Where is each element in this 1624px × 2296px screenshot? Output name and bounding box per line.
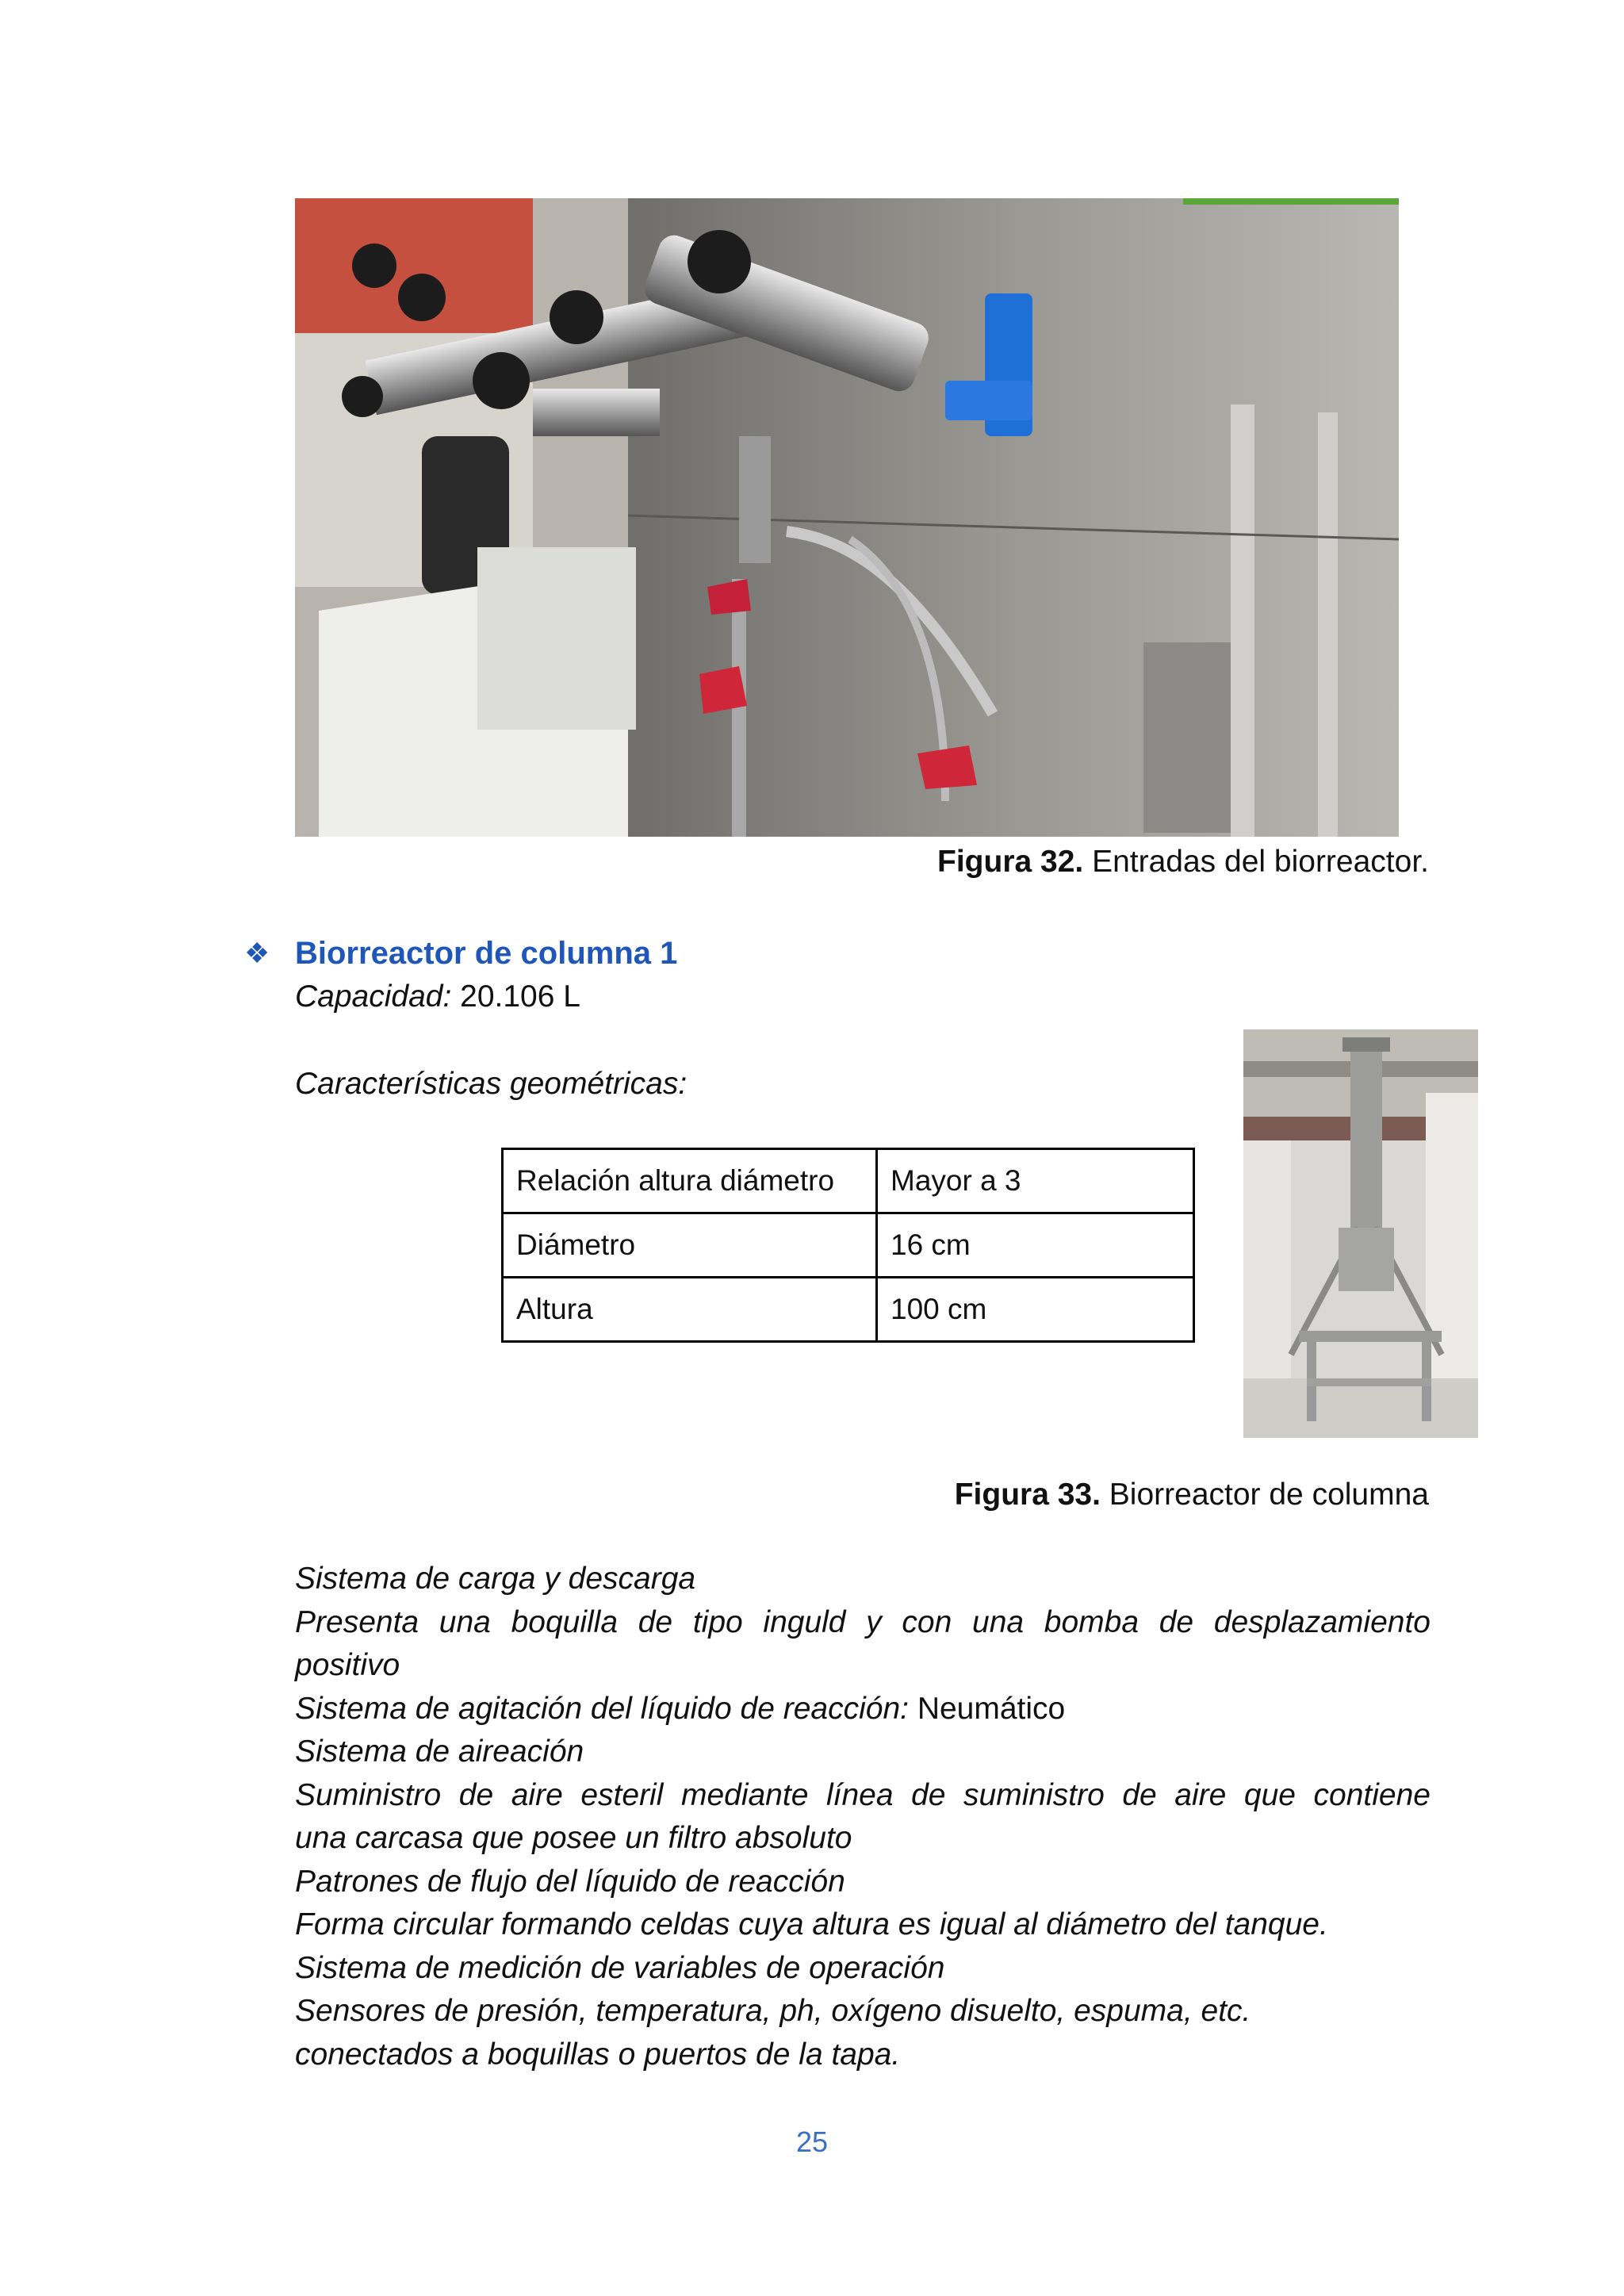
agitation-value: Neumático — [908, 1691, 1066, 1726]
table-cell-value: 100 cm — [877, 1278, 1194, 1342]
text-line: positivo — [295, 1648, 400, 1682]
body-text — [295, 1558, 1431, 2076]
figure-33-description: Biorreactor de columna — [1100, 1478, 1429, 1512]
table-cell-value: 16 cm — [877, 1213, 1194, 1278]
geometry-label: Características geométricas: — [295, 1067, 688, 1101]
text-line: conectados a boquillas o puertos de la tapa. — [295, 2037, 901, 2072]
figure-33-photo — [1243, 1029, 1478, 1438]
table-row — [503, 1149, 1194, 1213]
table-cell-value: Mayor a 3 — [877, 1149, 1194, 1213]
text-line: Sistema de aireación — [295, 1734, 584, 1769]
agitation-label: Sistema de agitación del líquido de reacción: — [295, 1691, 909, 1726]
capacity-value: 20.106 L — [451, 979, 580, 1014]
text-line: Sistema de carga y descarga — [295, 1562, 696, 1596]
capacity-line — [295, 976, 580, 1018]
figure-32-caption — [793, 844, 1429, 881]
section-heading: Biorreactor de columna 1 — [295, 936, 678, 971]
table-cell-label: Relación altura diámetro — [503, 1149, 877, 1213]
page-number: 25 — [795, 2125, 829, 2158]
geometry-table — [501, 1148, 1195, 1343]
bullet-icon: ❖ — [244, 937, 270, 969]
text-line: Patrones de flujo del líquido de reacción — [295, 1864, 845, 1899]
figure-32-description: Entradas del biorreactor. — [1083, 845, 1429, 879]
text-line: una carcasa que posee un filtro absoluto — [295, 1821, 852, 1855]
capacity-label: Capacidad: — [295, 979, 452, 1014]
text-line: Suministro de aire esteril mediante línea de suministro de aire que contiene — [295, 1777, 1431, 1812]
text-line: Sensores de presión, temperatura, ph, oxígeno disuelto, espuma, etc. — [295, 1994, 1251, 2028]
table-cell-label: Diámetro — [503, 1213, 877, 1278]
text-line: Forma circular formando celdas cuya altura es igual al diámetro del tanque. — [295, 1907, 1328, 1941]
table-cell-label: Altura — [503, 1278, 877, 1342]
figure-32-photo — [295, 198, 1399, 837]
table-row — [503, 1213, 1194, 1278]
figure-32-label: Figura 32. — [937, 845, 1084, 879]
table-row — [503, 1278, 1194, 1342]
text-line: Presenta una boquilla de tipo inguld y con una bomba de desplazamiento — [295, 1604, 1431, 1639]
text-line — [295, 1688, 1431, 1731]
figure-33-caption — [793, 1477, 1429, 1514]
figure-33-label: Figura 33. — [954, 1478, 1101, 1512]
text-line: Sistema de medición de variables de operación — [295, 1950, 945, 1985]
